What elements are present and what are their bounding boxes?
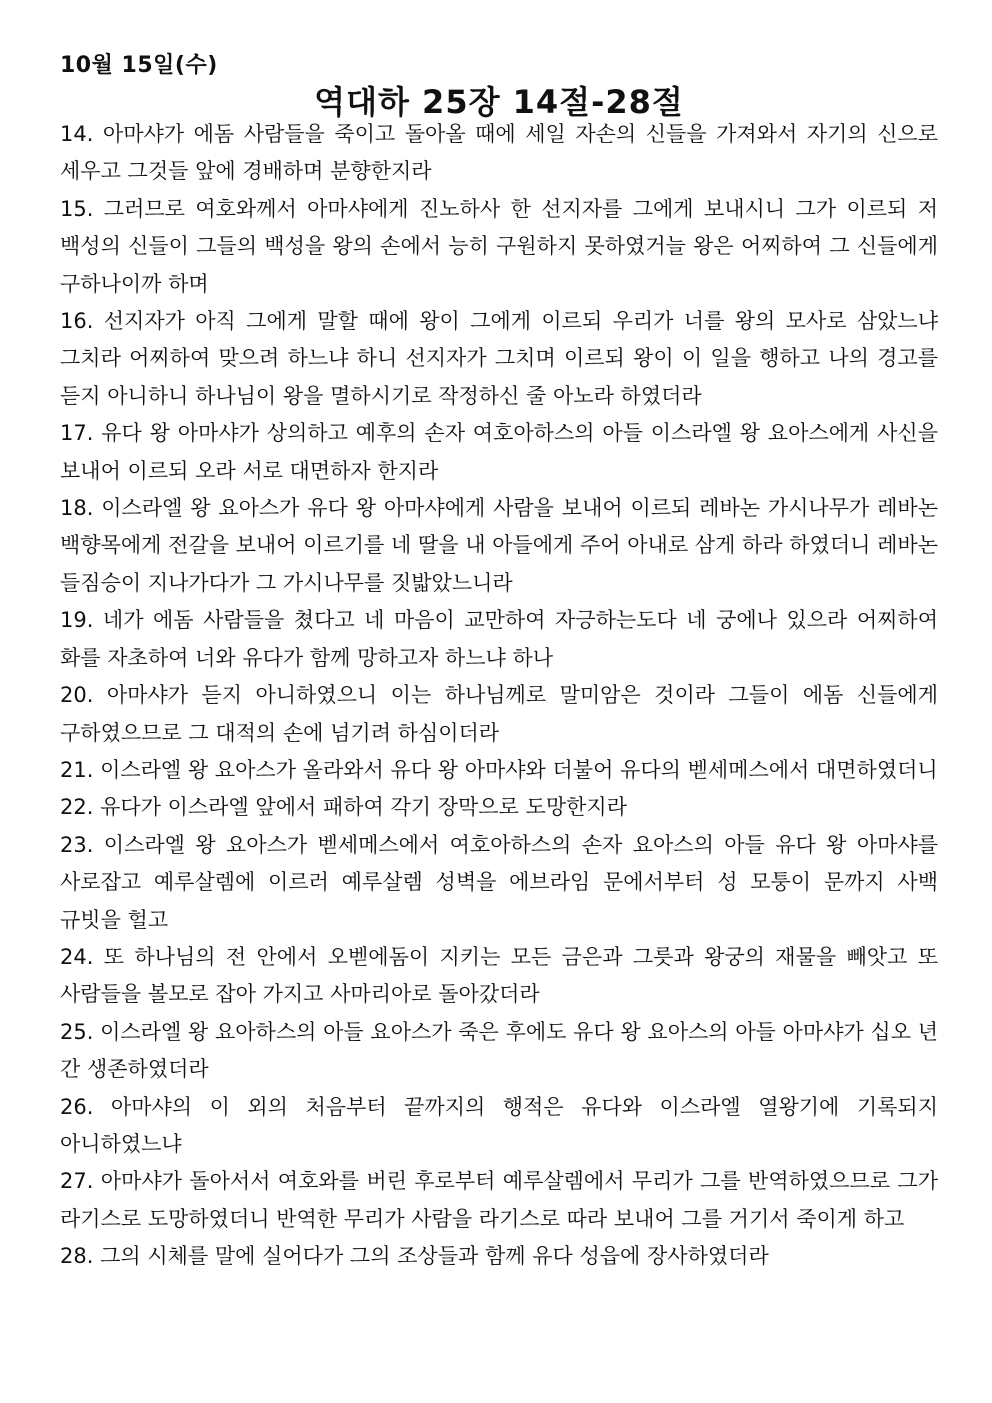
verse-23: 23. 이스라엘 왕 요아스가 벧세메스에서 여호아하스의 손자 요아스의 아들 유다 왕 아마샤를 사로잡고 예루살렘에 이르러 예루살렘 성벽을 에브라임 문에서부터 성 모퉁이 문까지 사백 규빗을 헐고 (60, 832, 938, 932)
verse-24: 24. 또 하나님의 전 안에서 오벧에돔이 지키는 모든 금은과 그릇과 왕궁의 재물을 빼앗고 또 사람들을 볼모로 잡아 가지고 사마리아로 돌아갔더라 (60, 944, 938, 1007)
verse-27: 27. 아마샤가 돌아서서 여호와를 버린 후로부터 예루살렘에서 무리가 그를 반역하였으므로 그가 라기스로 도망하였더니 반역한 무리가 사람을 라기스로 따라 보내어 그를 거기서 죽이게 하고 (60, 1169, 938, 1231)
verse-26: 26. 아마샤의 이 외의 처음부터 끝까지의 행적은 유다와 이스라엘 열왕기에 기록되지 아니하였느냐 (60, 1094, 938, 1156)
verse-25: 25. 이스라엘 왕 요아하스의 아들 요아스가 죽은 후에도 유다 왕 요아스의 아들 아마샤가 십오 년 간 생존하였더라 (60, 1019, 938, 1082)
verse-list (60, 116, 938, 1276)
verse-17: 17. 유다 왕 아마샤가 상의하고 예후의 손자 여호아하스의 아들 이스라엘 왕 요아스에게 사신을 보내어 이르되 오라 서로 대면하자 한지라 (60, 421, 938, 483)
verse-28: 28. 그의 시체를 말에 실어다가 그의 조상들과 함께 유다 성읍에 장사하였더라 (60, 1244, 769, 1269)
date-label: 10월 15일(수) (60, 53, 218, 78)
document-page (60, 48, 938, 1269)
verse-18: 18. 이스라엘 왕 요아스가 유다 왕 아마샤에게 사람을 보내어 이르되 레바논 가시나무가 레바논 백향목에게 전갈을 보내어 이르기를 네 딸을 내 아들에게 주어 아내로 삼게 하라 하였더니 레바논 들짐승이 지나가다가 그 가시나무를 짓밟았느니라 (60, 496, 938, 595)
verse-16: 16. 선지자가 아직 그에게 말할 때에 왕이 그에게 이르되 우리가 너를 왕의 모사로 삼았느냐 그치라 어찌하여 맞으려 하느냐 하니 선지자가 그치며 이르되 왕이 이 일을 행하고 나의 경고를 듣지 아니하니 하나님이 왕을 멸하시기로 작정하신 줄 아노라 하였더라 (60, 309, 938, 408)
verse-14: 14. 아마샤가 에돔 사람들을 죽이고 돌아올 때에 세일 자손의 신들을 가져와서 자기의 신으로 세우고 그것들 앞에 경배하며 분향한지라 (60, 122, 938, 184)
verse-20: 20. 아마샤가 듣지 아니하였으니 이는 하나님께로 말미암은 것이라 그들이 에돔 신들에게 구하였으므로 그 대적의 손에 넘기려 하심이더라 (60, 683, 938, 745)
verse-22: 22. 유다가 이스라엘 앞에서 패하여 각기 장막으로 도망한지라 (60, 795, 627, 820)
verse-19: 19. 네가 에돔 사람들을 쳤다고 네 마음이 교만하여 자긍하는도다 네 궁에나 있으라 어찌하여 화를 자초하여 너와 유다가 함께 망하고자 하느냐 하나 (60, 608, 938, 670)
verse-15: 15. 그러므로 여호와께서 아마샤에게 진노하사 한 선지자를 그에게 보내시니 그가 이르되 저 백성의 신들이 그들의 백성을 왕의 손에서 능히 구원하지 못하였거늘 왕은 어찌하여 그 신들에게 구하나이까 하며 (60, 196, 938, 296)
verse-21: 21. 이스라엘 왕 요아스가 올라와서 유다 왕 아마샤와 더불어 유다의 벧세메스에서 대면하였더니 (60, 757, 938, 782)
page-title: 역대하 25장 14절-28절 (314, 83, 684, 121)
